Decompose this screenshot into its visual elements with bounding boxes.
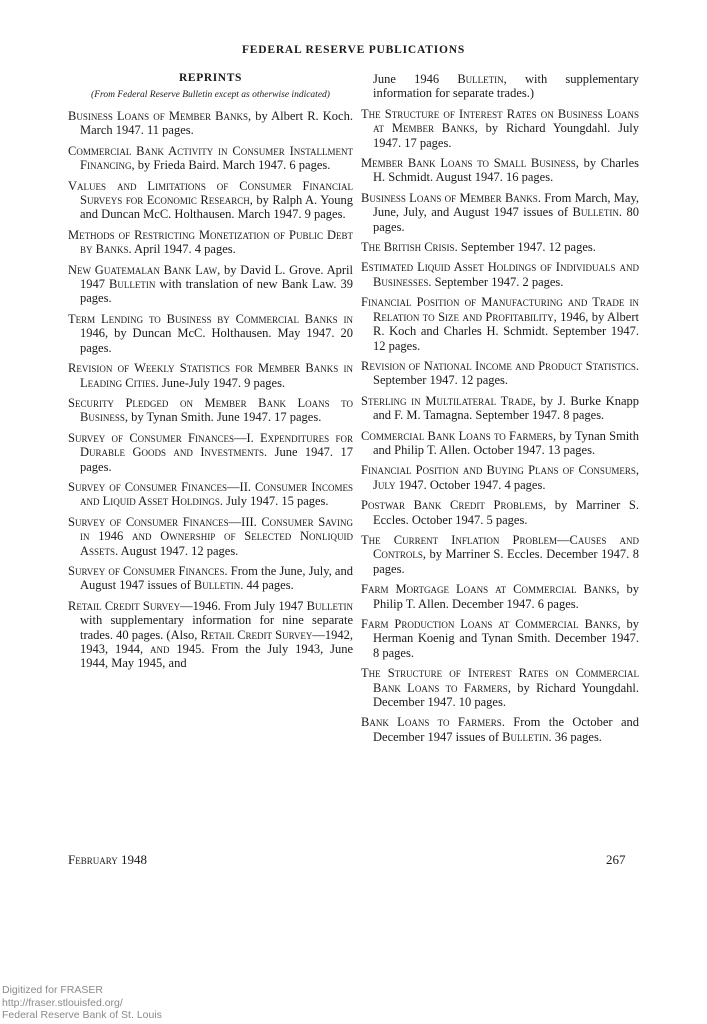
digitized-notice xyxy=(2,984,162,1022)
entry-text: . September 1947. 12 pages. xyxy=(454,240,596,255)
entry-title: Methods of Restricting Monetization of Public Debt by Banks xyxy=(68,227,353,257)
entry-text-2: with translation of new Bank Law. 39 pages. xyxy=(80,277,354,306)
entry-title: Member Bank Loans to Small Business xyxy=(361,156,576,171)
entry-text: . June-July 1947. 9 pages. xyxy=(155,375,286,390)
list-item xyxy=(68,480,353,509)
list-item xyxy=(68,361,353,390)
list-item xyxy=(361,429,639,458)
entry-text: , by Frieda Baird. March 1947. 6 pages. xyxy=(131,158,331,173)
list-item xyxy=(68,312,353,355)
list-item xyxy=(68,228,353,257)
footer-date: February 1948 xyxy=(68,852,147,867)
entry-title: Retail Credit Survey—1946 xyxy=(68,598,218,613)
entry-title: Revision of National Income and Product Statistics xyxy=(361,358,636,373)
entry-text: , by Tynan Smith. June 1947. 17 pages. xyxy=(124,410,322,425)
list-item xyxy=(361,617,639,660)
entry-title: Survey of Consumer Finances—II. Consumer Incomes and Liquid Asset Holdings xyxy=(68,479,353,509)
entry-text: , by Charles H. Schmidt. August 1947. 16 pages. xyxy=(373,156,639,185)
entry-title: Values and Limitations of Consumer Financial Surveys for Economic Research xyxy=(68,178,353,208)
entry-title: Commercial Bank Loans to Farmers xyxy=(361,428,553,443)
entry-title: Commercial Bank Activity in Consumer Installment Financing xyxy=(68,143,353,173)
list-item xyxy=(361,533,639,576)
entry-title: The Structure of Interest Rates on Commercial Bank Loans to Farmers xyxy=(361,666,639,695)
left-column xyxy=(68,72,353,677)
entry-text: , by Albert R. Koch and Charles H. Schmidt. September 1947. 12 pages. xyxy=(373,309,639,353)
entry-text: , by Philip T. Allen. December 1947. 6 pages. xyxy=(373,582,640,611)
list-item xyxy=(361,582,639,611)
list-item xyxy=(361,295,639,353)
entry-bulletin: Bulletin xyxy=(306,598,353,613)
entry-title: Survey of Consumer Finances xyxy=(68,563,225,578)
list-item xyxy=(68,564,353,593)
entry-text: . From the June, July, and August 1947 issues of xyxy=(80,563,353,593)
entry-text: , by Tynan Smith and Philip T. Allen. October 1947. 13 pages. xyxy=(373,428,639,457)
list-item xyxy=(361,156,639,185)
entry-title: The British Crisis xyxy=(361,240,455,255)
list-item xyxy=(361,498,639,527)
entry-title: Business Loans of Member Banks xyxy=(68,109,248,123)
entry-text: , by Duncan McC. Holthausen. May 1947. 20 pages. xyxy=(80,326,353,355)
page-number: 267 xyxy=(606,852,626,867)
entry-text: , by Herman Koenig and Tynan Smith. December 1947. 8 pages. xyxy=(373,617,640,660)
entry-text: , by Marriner S. Eccles. October 1947. 5 pages. xyxy=(373,498,639,527)
digitized-url[interactable]: http://fraser.stlouisfed.org/ xyxy=(2,996,123,1009)
digitized-line: Digitized for FRASER xyxy=(2,984,103,996)
list-item xyxy=(361,260,639,289)
entry-text: June 1946 xyxy=(373,72,458,86)
entry-text-2: . 36 pages. xyxy=(548,729,602,744)
entry-bulletin: Bulletin xyxy=(193,578,241,593)
entry-title: Postwar Bank Credit Problems xyxy=(361,498,543,513)
entry-title: Financial Position of Manufacturing and Trade in Relation to Size and Profitability, 1946 xyxy=(361,295,639,324)
list-item-continuation xyxy=(361,72,639,101)
list-item xyxy=(361,240,639,254)
entry-title: Farm Production Loans at Commercial Banks xyxy=(361,617,618,631)
entry-bulletin: Bulletin xyxy=(572,205,619,220)
entry-text: , by Richard Youngdahl. December 1947. 10 pages. xyxy=(373,680,639,710)
entry-text: , by Richard Youngdahl. July 1947. 17 pages. xyxy=(373,121,639,150)
entry-title: Revision of Weekly Statistics for Member Banks in Leading Cities xyxy=(68,361,353,390)
entry-title: Term Lending to Business by Commercial Banks in 1946 xyxy=(68,311,353,341)
entry-title: Business Loans of Member Banks xyxy=(361,190,538,205)
entry-title: Sterling in Multilateral Trade xyxy=(361,393,533,408)
left-entry-list xyxy=(68,109,353,671)
entry-text: . From July 1947 xyxy=(217,598,307,613)
entry-text: , by David L. Grove. April 1947 xyxy=(80,262,353,292)
list-item xyxy=(361,463,639,492)
list-item xyxy=(361,107,639,150)
digitized-line: Federal Reserve Bank of St. Louis xyxy=(2,1009,162,1021)
entry-text-2: , with supplementary information for separate trades.) xyxy=(373,72,639,101)
entry-text-2: with supplementary information for nine separate trades. 40 pages. (Also, xyxy=(80,613,353,642)
right-column xyxy=(361,72,639,750)
entry-title: Financial Position and Buying Plans of Consumers, July 1947 xyxy=(361,463,639,492)
entry-title: New Guatemalan Bank Law xyxy=(68,262,218,277)
list-item xyxy=(68,515,353,558)
entry-text-2: . 44 pages. xyxy=(240,578,294,593)
entry-title: Survey of Consumer Finances—I. Expenditures for Durable Goods and Investments xyxy=(68,430,353,460)
entry-bulletin: Bulletin xyxy=(457,72,504,86)
entry-text: . August 1947. 12 pages. xyxy=(115,543,239,558)
entry-text: , by J. Burke Knapp and F. M. Tamagna. September 1947. 8 pages. xyxy=(373,393,639,423)
entry-text: . October 1947. 4 pages. xyxy=(423,477,546,492)
section-title: REPRINTS xyxy=(179,72,242,84)
entry-title: Security Pledged on Member Bank Loans to Business xyxy=(68,395,353,425)
list-item xyxy=(68,179,353,222)
entry-title: Survey of Consumer Finances—III. Consumer Saving in 1946 and Ownership of Selected Nonliquid Assets xyxy=(68,514,353,558)
entry-title: Bank Loans to Farmers xyxy=(361,715,502,730)
list-item xyxy=(361,394,639,423)
list-item xyxy=(361,359,639,388)
list-item xyxy=(361,191,639,234)
page-header: FEDERAL RESERVE PUBLICATIONS xyxy=(241,44,466,56)
list-item xyxy=(68,599,353,671)
entry-text: , by Marriner S. Eccles. December 1947. 8 pages. xyxy=(373,547,639,576)
right-entry-list xyxy=(361,107,639,744)
entry-text-3: . From the July 1943, June 1944, May 1945, and xyxy=(80,642,354,671)
list-item xyxy=(361,666,639,709)
entry-text: . September 1947. 2 pages. xyxy=(428,274,564,289)
entry-title-2: Retail Credit Survey—1942, 1943, 1944, and 1945 xyxy=(80,627,354,656)
entry-title: The Structure of Interest Rates on Business Loans at Member Banks xyxy=(361,106,639,136)
entry-bulletin: Bulletin xyxy=(502,729,549,744)
list-item xyxy=(68,109,353,138)
entry-bulletin: Bulletin xyxy=(109,277,156,292)
list-item xyxy=(68,431,353,474)
entry-title: Farm Mortgage Loans at Commercial Banks xyxy=(361,582,617,597)
list-item xyxy=(68,144,353,173)
entry-text: . September 1947. 12 pages. xyxy=(373,358,639,388)
entry-text-2: . 80 pages. xyxy=(373,205,639,234)
entry-text: . From March, May, June, July, and August 1947 issues of xyxy=(373,190,640,220)
entry-text: . April 1947. 4 pages. xyxy=(128,242,236,257)
entry-title: The Current Inflation Problem—Causes and Controls xyxy=(361,532,639,562)
list-item xyxy=(68,263,353,306)
section-subtitle: (From Federal Reserve Bulletin except as otherwise indicated) xyxy=(91,90,330,100)
entry-text: , by Albert R. Koch. March 1947. 11 pages. xyxy=(80,109,353,138)
entry-text: . July 1947. 15 pages. xyxy=(219,494,329,509)
entry-text: . From the October and December 1947 issues of xyxy=(373,715,639,744)
entry-title: Estimated Liquid Asset Holdings of Individuals and Businesses xyxy=(361,260,639,289)
entry-text: . June 1947. 17 pages. xyxy=(80,445,353,474)
list-item xyxy=(68,396,353,425)
entry-text: , by Ralph A. Young and Duncan McC. Holthausen. March 1947. 9 pages. xyxy=(80,193,353,222)
list-item xyxy=(361,715,639,744)
